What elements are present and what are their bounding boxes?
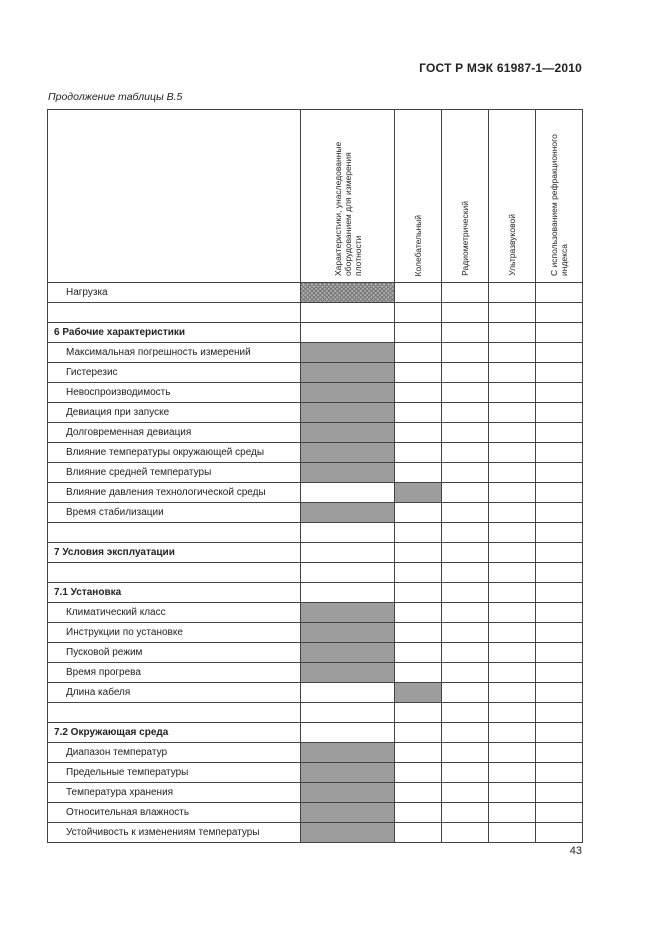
table-cell: [395, 803, 442, 823]
table-row: [48, 403, 583, 423]
characteristics-table: [47, 109, 583, 843]
table-cell: [301, 723, 395, 743]
table-cell: [395, 503, 442, 523]
table-cell: [301, 583, 395, 603]
table-cell: [489, 603, 536, 623]
table-cell: [489, 543, 536, 563]
table-cell: [395, 783, 442, 803]
table-cell: [395, 543, 442, 563]
table-cell: [395, 343, 442, 363]
shaded-cell: [301, 383, 395, 403]
table-cell: [536, 423, 583, 443]
table-cell: [301, 563, 395, 583]
column-header: Колебательный: [413, 214, 423, 276]
row-label: Инструкции по установке: [48, 623, 301, 643]
table-cell: [489, 423, 536, 443]
table-cell: [536, 543, 583, 563]
shaded-cell: [301, 663, 395, 683]
table-cell: [48, 523, 301, 543]
table-row: [48, 483, 583, 503]
table-row: [48, 383, 583, 403]
row-label: Климатический класс: [48, 603, 301, 623]
table-cell: [489, 743, 536, 763]
blank-row: [48, 523, 583, 543]
table-cell: [301, 543, 395, 563]
table-cell: [395, 443, 442, 463]
page-number: 43: [569, 845, 582, 857]
table-cell: [489, 583, 536, 603]
column-header: Характеристики, унаследованные оборудованием для измерения плотности: [332, 141, 363, 276]
table-cell: [442, 443, 489, 463]
table-cell: [489, 823, 536, 843]
table-cell: [442, 663, 489, 683]
table-row: [48, 783, 583, 803]
blank-row: [48, 703, 583, 723]
table-cell: [489, 683, 536, 703]
table-cell: [442, 503, 489, 523]
shaded-cell: [395, 483, 442, 503]
shaded-cell: [301, 623, 395, 643]
table-row: [48, 503, 583, 523]
table-cell: [536, 443, 583, 463]
table-cell: [536, 483, 583, 503]
table-cell: [442, 403, 489, 423]
table-row: [48, 283, 583, 303]
table-cell: [395, 663, 442, 683]
table-cell: [536, 363, 583, 383]
column-header: Ультразвуковой: [507, 214, 517, 276]
table-cell: [489, 523, 536, 543]
row-label: Длина кабеля: [48, 683, 301, 703]
shaded-cell: [301, 343, 395, 363]
row-label: Устойчивость к изменениям температуры: [48, 823, 301, 843]
row-label: Максимальная погрешность измерений: [48, 343, 301, 363]
table-cell: [395, 743, 442, 763]
section-label: 7 Условия эксплуатации: [48, 543, 301, 563]
table-cell: [536, 343, 583, 363]
table-cell: [489, 303, 536, 323]
table-cell: [442, 563, 489, 583]
table-cell: [536, 763, 583, 783]
table-header-row: [48, 110, 583, 283]
table-row: [48, 823, 583, 843]
table-cell: [536, 703, 583, 723]
table-cell: [301, 683, 395, 703]
row-label: Относительная влажность: [48, 803, 301, 823]
hatched-cell: [301, 283, 395, 303]
table-row: [48, 643, 583, 663]
section-row: [48, 723, 583, 743]
shaded-cell: [301, 643, 395, 663]
table-cell: [489, 643, 536, 663]
table-row: [48, 463, 583, 483]
table-row: [48, 743, 583, 763]
table-row: [48, 763, 583, 783]
shaded-cell: [395, 683, 442, 703]
table-cell: [442, 323, 489, 343]
shaded-cell: [301, 403, 395, 423]
table-cell: [395, 283, 442, 303]
shaded-cell: [301, 763, 395, 783]
table-cell: [395, 363, 442, 383]
row-label: Предельные температуры: [48, 763, 301, 783]
table-cell: [489, 503, 536, 523]
row-label: Влияние средней температуры: [48, 463, 301, 483]
blank-row: [48, 303, 583, 323]
table-row: [48, 663, 583, 683]
table-cell: [395, 823, 442, 843]
column-header: Радиометрический: [460, 201, 470, 276]
shaded-cell: [301, 823, 395, 843]
section-row: [48, 583, 583, 603]
table-cell: [536, 463, 583, 483]
shaded-cell: [301, 443, 395, 463]
table-cell: [536, 783, 583, 803]
table-cell: [536, 283, 583, 303]
table-cell: [442, 703, 489, 723]
table-cell: [489, 623, 536, 643]
table-row: [48, 363, 583, 383]
table-cell: [489, 443, 536, 463]
section-row: [48, 543, 583, 563]
document-code: ГОСТ Р МЭК 61987-1—2010: [419, 61, 582, 75]
shaded-cell: [301, 783, 395, 803]
table-cell: [48, 703, 301, 723]
table-cell: [442, 803, 489, 823]
table-cell: [442, 483, 489, 503]
table-cell: [536, 523, 583, 543]
row-label: Время прогрева: [48, 663, 301, 683]
table-cell: [395, 603, 442, 623]
table-cell: [489, 383, 536, 403]
table-cell: [442, 683, 489, 703]
header-col-oscillating: [395, 110, 442, 283]
table-cell: [489, 663, 536, 683]
table-cell: [536, 563, 583, 583]
table-cell: [442, 583, 489, 603]
table-cell: [395, 323, 442, 343]
table-cell: [395, 403, 442, 423]
table-cell: [442, 303, 489, 323]
table-body: [48, 283, 583, 843]
section-label: 6 Рабочие характеристики: [48, 323, 301, 343]
section-label: 7.1 Установка: [48, 583, 301, 603]
table-cell: [301, 483, 395, 503]
shaded-cell: [301, 803, 395, 823]
table-row: [48, 623, 583, 643]
table-cell: [442, 643, 489, 663]
row-label: Нагрузка: [48, 283, 301, 303]
table-row: [48, 683, 583, 703]
table-cell: [395, 583, 442, 603]
table-row: [48, 343, 583, 363]
table-cell: [489, 783, 536, 803]
table-cell: [536, 603, 583, 623]
shaded-cell: [301, 603, 395, 623]
table-cell: [489, 403, 536, 423]
column-header: С использованием рефракционного индекса: [549, 134, 569, 276]
table-cell: [442, 743, 489, 763]
table-cell: [536, 803, 583, 823]
row-label: Долговременная девиация: [48, 423, 301, 443]
table-cell: [489, 763, 536, 783]
table-cell: [442, 363, 489, 383]
table-cell: [301, 523, 395, 543]
shaded-cell: [301, 743, 395, 763]
table-cell: [536, 503, 583, 523]
table-cell: [489, 803, 536, 823]
table-cell: [395, 563, 442, 583]
table-cell: [301, 303, 395, 323]
table-cell: [395, 303, 442, 323]
row-label: Невоспроизводимость: [48, 383, 301, 403]
table-cell: [536, 663, 583, 683]
table-cell: [48, 303, 301, 323]
table-cell: [442, 783, 489, 803]
table-cell: [48, 563, 301, 583]
table-cell: [536, 823, 583, 843]
table-cell: [536, 323, 583, 343]
row-label: Влияние давления технологической среды: [48, 483, 301, 503]
table-cell: [395, 523, 442, 543]
shaded-cell: [301, 363, 395, 383]
section-row: [48, 323, 583, 343]
table-cell: [489, 463, 536, 483]
table-cell: [442, 723, 489, 743]
table-cell: [442, 343, 489, 363]
row-label: Гистерезис: [48, 363, 301, 383]
table-cell: [489, 323, 536, 343]
table-cell: [536, 723, 583, 743]
header-col-refractive: [536, 110, 583, 283]
row-label: Пусковой режим: [48, 643, 301, 663]
table-cell: [442, 423, 489, 443]
table-cell: [489, 563, 536, 583]
table-cell: [395, 703, 442, 723]
table-cell: [536, 683, 583, 703]
table-cell: [536, 583, 583, 603]
shaded-cell: [301, 503, 395, 523]
table-caption: Продолжение таблицы В.5: [48, 91, 183, 103]
shaded-cell: [301, 423, 395, 443]
table-cell: [442, 623, 489, 643]
table-cell: [395, 643, 442, 663]
table-row: [48, 603, 583, 623]
table-cell: [395, 423, 442, 443]
header-col-radiometric: [442, 110, 489, 283]
table-cell: [442, 523, 489, 543]
row-label: Время стабилизации: [48, 503, 301, 523]
table-cell: [489, 283, 536, 303]
blank-row: [48, 563, 583, 583]
table-cell: [442, 383, 489, 403]
table-cell: [536, 383, 583, 403]
table-cell: [395, 763, 442, 783]
table-cell: [489, 723, 536, 743]
shaded-cell: [301, 463, 395, 483]
header-label-column: [48, 110, 301, 283]
table-cell: [442, 823, 489, 843]
table-cell: [395, 463, 442, 483]
table-cell: [489, 703, 536, 723]
row-label: Диапазон температур: [48, 743, 301, 763]
table-row: [48, 443, 583, 463]
table-row: [48, 803, 583, 823]
table-cell: [442, 283, 489, 303]
header-col-inherited: [301, 110, 395, 283]
table-cell: [489, 343, 536, 363]
header-col-ultrasonic: [489, 110, 536, 283]
row-label: Влияние температуры окружающей среды: [48, 443, 301, 463]
table-cell: [442, 763, 489, 783]
table-cell: [442, 603, 489, 623]
table-cell: [395, 723, 442, 743]
table-cell: [536, 403, 583, 423]
table-cell: [301, 703, 395, 723]
table-cell: [395, 623, 442, 643]
table-cell: [536, 623, 583, 643]
table-cell: [536, 643, 583, 663]
table-cell: [442, 463, 489, 483]
table-cell: [489, 483, 536, 503]
table-cell: [442, 543, 489, 563]
table-cell: [536, 303, 583, 323]
row-label: Температура хранения: [48, 783, 301, 803]
table-cell: [489, 363, 536, 383]
row-label: Девиация при запуске: [48, 403, 301, 423]
table-cell: [536, 743, 583, 763]
table-cell: [395, 383, 442, 403]
section-label: 7.2 Окружающая среда: [48, 723, 301, 743]
table-cell: [301, 323, 395, 343]
table-row: [48, 423, 583, 443]
